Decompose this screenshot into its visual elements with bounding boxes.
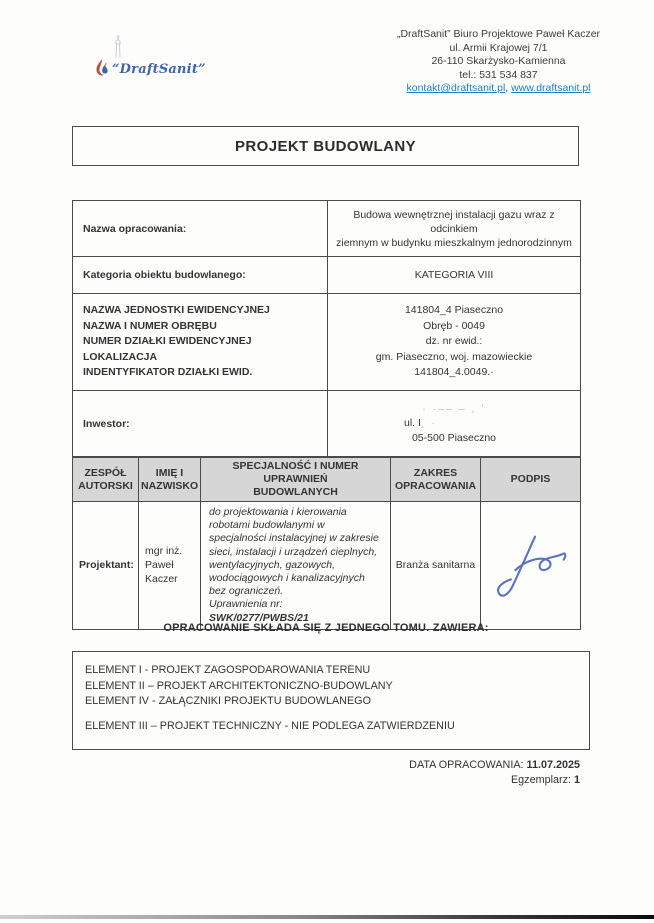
- category-value: KATEGORIA VIII: [328, 257, 581, 294]
- faucet-sketch-icon: [109, 34, 127, 60]
- designer-role: Projektant:: [73, 502, 139, 630]
- investor-label: Inwestor:: [73, 391, 328, 457]
- redacted-investor-name: · ·–– – , ʼ: [422, 402, 486, 415]
- scan-edge-line: [0, 915, 654, 919]
- date-line: DATA OPRACOWANIA: 11.07.2025: [409, 759, 580, 771]
- project-name-label: Nazwa opracowania:: [73, 201, 328, 257]
- designer-scope: Branża sanitarna: [391, 502, 481, 630]
- company-city: 26-110 Skarżysko-Kamienna: [431, 55, 566, 68]
- team-table-header-row: [73, 458, 581, 502]
- table-row: [73, 294, 581, 391]
- parcel-values: 141804_4 Piaseczno Obręb - 0049 dz. nr ewid.: gm. Piaseczno, woj. mazowieckie 141804_4.0049.·: [328, 294, 581, 391]
- date-value: 11.07.2025: [526, 759, 580, 771]
- link-separator: ,: [505, 82, 512, 95]
- contents-heading: OPRACOWANIE SKŁADA SIĘ Z JEDNEGO TOMU. ZAWIERA:: [163, 622, 489, 634]
- company-name: „DraftSanit” Biuro Projektowe Paweł Kaczer: [396, 28, 601, 40]
- table-row: [73, 391, 581, 457]
- company-street: ul. Armii Krajowej 7/1: [449, 41, 548, 54]
- investor-street: ul. I¸ ·: [404, 416, 437, 429]
- page-title: PROJEKT BUDOWLANY: [235, 137, 416, 155]
- table-row: [73, 201, 581, 257]
- title-box: [72, 126, 579, 166]
- table-row: [73, 257, 581, 294]
- element-item: ELEMENT III – PROJEKT TECHNICZNY - NIE PODLEGA ZATWIERDZENIU: [85, 719, 455, 732]
- parcel-labels: NAZWA JEDNOSTKI EWIDENCYJNEJ NAZWA I NUMER OBRĘBU NUMER DZIAŁKI EWIDENCYJNEJ LOKALIZACJA INDENTYFIKATOR DZIAŁKI EWID.: [73, 294, 328, 391]
- email-link[interactable]: kontakt@draftsanit.pl: [406, 82, 506, 95]
- investor-value: [328, 391, 581, 457]
- footer-date-block: [72, 758, 580, 788]
- element-item: ELEMENT IV - ZAŁĄCZNIKI PROJEKTU BUDOWLANEGO: [85, 695, 371, 707]
- elements-box: [72, 651, 590, 750]
- project-info-table: [72, 200, 581, 457]
- designer-signature-cell: [481, 502, 581, 630]
- company-contact-block: [360, 28, 637, 96]
- handwritten-signature: [484, 528, 577, 602]
- flame-drop-icon: [95, 58, 110, 77]
- logo-wordmark: “DraftSanit”: [112, 62, 206, 77]
- project-name-value: Budowa wewnętrznej instalacji gazu wraz z odcinkiem ziemnym w budynku mieszkalnym jednorodzinnym: [328, 201, 581, 257]
- design-team-table: [72, 457, 581, 630]
- investor-city: 05-500 Piaseczno: [411, 431, 497, 444]
- license-line: Uprawnienia nr: SWK/0277/PWBS/21: [209, 598, 309, 624]
- copy-value: 1: [573, 774, 580, 786]
- header-podpis: PODPIS: [481, 458, 581, 502]
- designer-qualifications: do projektowania i kierowania robotami budowlanymi w specjalności instalacyjnej w zakresie sieci, instalacji i urządzeń cieplnych, wentylacyjnych, gazowych, wodociągowych i kanalizacyjnych bez ograniczeń. Uprawnienia nr: SWK/0277/PWBS/21: [201, 502, 391, 630]
- element-item: ELEMENT I - PROJEKT ZAGOSPODAROWANIA TERENU: [85, 664, 371, 676]
- header-zespol-autorski: ZESPÓŁ AUTORSKI: [73, 458, 139, 502]
- header-specjalnosc: SPECJALNOŚĆ I NUMER UPRAWNIEŃ BUDOWLANYCH: [201, 458, 391, 502]
- element-item: ELEMENT II – PROJEKT ARCHITEKTONICZNO-BUDOWLANY: [85, 679, 393, 692]
- header-zakres: ZAKRES OPRACOWANIA: [391, 458, 481, 502]
- website-link[interactable]: www.draftsanit.pl: [511, 82, 591, 95]
- category-label: Kategoria obiektu budowlanego:: [73, 257, 328, 294]
- copy-line: Egzemplarz: 1: [510, 774, 580, 786]
- company-links-line: [360, 82, 637, 96]
- designer-name: mgr inż. Paweł Kaczer: [139, 502, 201, 630]
- company-phone: tel.: 531 534 837: [459, 68, 538, 81]
- team-table-row: [73, 502, 581, 630]
- header-imie-nazwisko: IMIĘ I NAZWISKO: [139, 458, 201, 502]
